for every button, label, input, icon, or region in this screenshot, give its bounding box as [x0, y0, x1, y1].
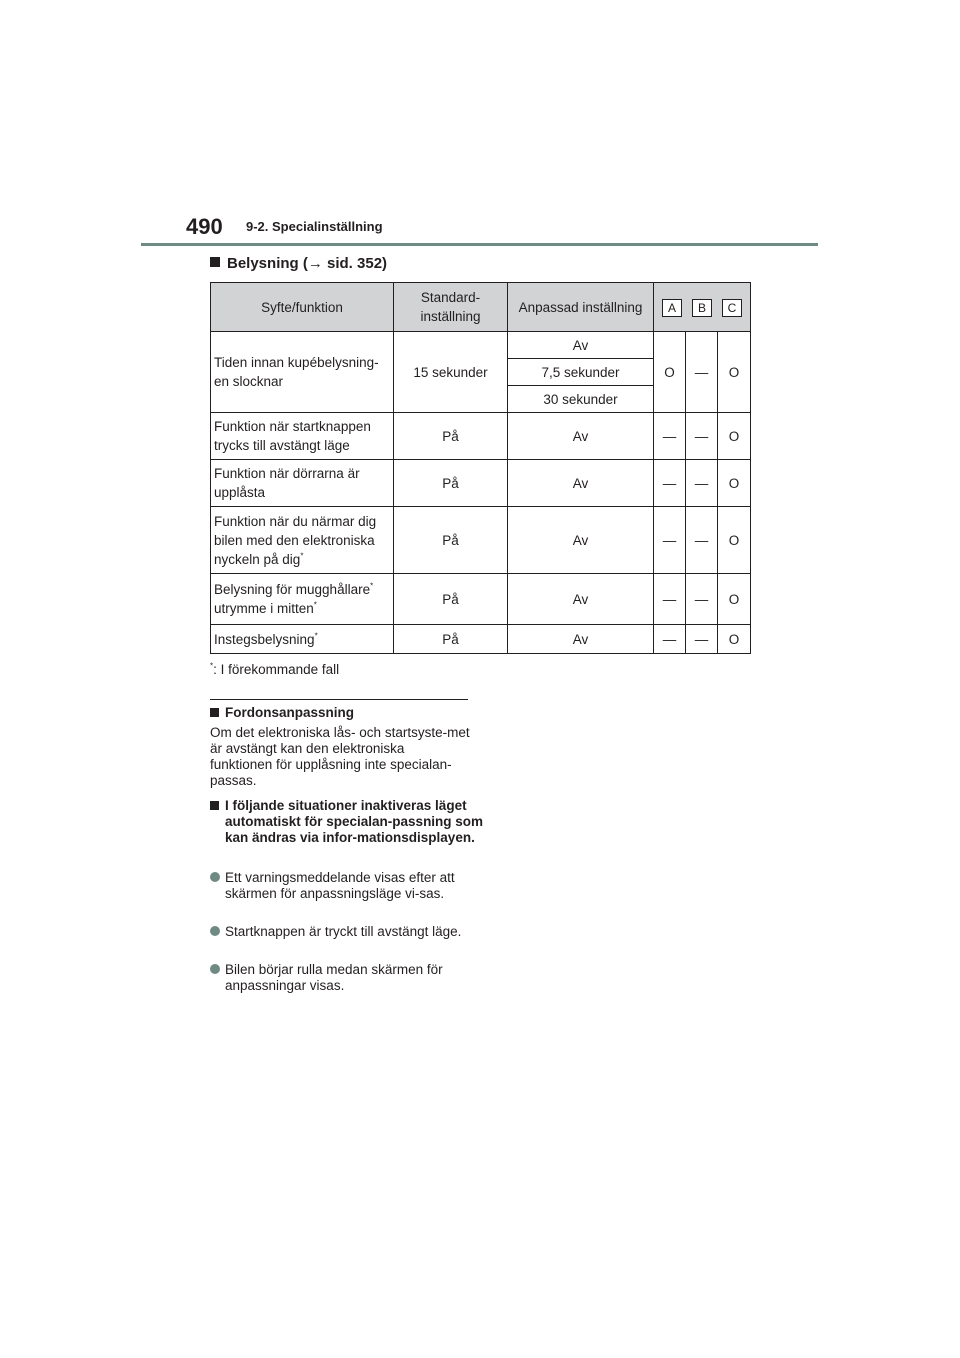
square-bullet-icon: [210, 257, 220, 267]
cell-a: —: [654, 574, 686, 625]
table-row: [211, 413, 751, 460]
header-rule: [141, 243, 818, 246]
cell-custom: 7,5 sekunder: [508, 359, 654, 386]
table-header-row: [211, 283, 751, 332]
cell-b: —: [686, 460, 718, 507]
table-row: [211, 460, 751, 507]
cell-b: —: [686, 625, 718, 654]
cell-standard: På: [394, 574, 508, 625]
cell-b: —: [686, 507, 718, 574]
cell-custom: Av: [508, 574, 654, 625]
cell-b: —: [686, 413, 718, 460]
cell-c: O: [718, 625, 751, 654]
box-c: C: [722, 299, 742, 317]
header-custom: Anpassad inställning: [508, 283, 654, 332]
list-item: Ett varningsmeddelande visas efter att skärmen för anpassningsläge vi-sas.: [210, 870, 485, 902]
table-row: [211, 574, 751, 625]
table-row: [211, 507, 751, 574]
cell-a: —: [654, 507, 686, 574]
header-purpose: Syfte/funktion: [211, 283, 394, 332]
cell-standard: På: [394, 460, 508, 507]
cell-standard: På: [394, 413, 508, 460]
cell-c: O: [718, 413, 751, 460]
heading-text: Belysning (→ sid. 352): [227, 255, 388, 272]
cell-purpose: Funktion när startknappen trycks till avstängt läge: [211, 413, 394, 460]
cell-purpose: Instegsbelysning*: [211, 625, 394, 654]
cell-a: —: [654, 413, 686, 460]
list-item: Bilen börjar rulla medan skärmen för anpassningar visas.: [210, 962, 485, 994]
cell-standard: På: [394, 507, 508, 574]
cell-a: —: [654, 460, 686, 507]
cell-custom: Av: [508, 507, 654, 574]
table-row: [211, 625, 751, 654]
cell-standard: På: [394, 625, 508, 654]
footnote: *: I förekommande fall: [210, 661, 340, 677]
square-bullet-icon: [210, 708, 219, 717]
cell-c: O: [718, 460, 751, 507]
section-heading: [210, 255, 387, 272]
header-boxes: [654, 283, 751, 332]
cell-standard: 15 sekunder: [394, 332, 508, 413]
cell-custom: Av: [508, 413, 654, 460]
list-item: Startknappen är tryckt till avstängt läge.: [210, 924, 485, 940]
cell-custom: Av: [508, 625, 654, 654]
cell-a: O: [654, 332, 686, 413]
section-title: 9-2. Specialinställning: [246, 219, 383, 234]
cell-b: —: [686, 332, 718, 413]
bullet-dot-icon: [210, 964, 220, 974]
cell-purpose: Tiden innan kupébelysning- en slocknar: [211, 332, 394, 413]
cell-purpose: Funktion när du närmar dig bilen med den elektroniska nyckeln på dig*: [211, 507, 394, 574]
fordon-title: Fordonsanpassning: [210, 705, 485, 721]
cell-custom: Av: [508, 332, 654, 359]
cell-a: —: [654, 625, 686, 654]
cell-custom: 30 sekunder: [508, 386, 654, 413]
cell-b: —: [686, 574, 718, 625]
cell-c: O: [718, 507, 751, 574]
cell-custom: Av: [508, 460, 654, 507]
divider: [210, 699, 468, 700]
situations-title: I följande situationer inaktiveras läget automatiskt för specialan-passning som kan ändras via infor-mationsdisplayen.: [210, 798, 485, 846]
box-a: A: [662, 299, 682, 317]
header-standard: Standard- inställning: [394, 283, 508, 332]
square-bullet-icon: [210, 801, 219, 810]
page-number: 490: [186, 214, 223, 239]
cell-purpose: Funktion när dörrarna är upplåsta: [211, 460, 394, 507]
bullet-dot-icon: [210, 926, 220, 936]
table-row: [211, 332, 751, 359]
settings-table: [210, 282, 751, 654]
bullet-dot-icon: [210, 872, 220, 882]
cell-c: O: [718, 332, 751, 413]
fordon-text: Om det elektroniska lås- och startsyste-met är avstängt kan den elektroniska funktionen för upplåsning inte specialan-passas.: [210, 725, 470, 788]
cell-purpose: Belysning för mugghållare* utrymme i mitten*: [211, 574, 394, 625]
box-b: B: [692, 299, 712, 317]
cell-c: O: [718, 574, 751, 625]
